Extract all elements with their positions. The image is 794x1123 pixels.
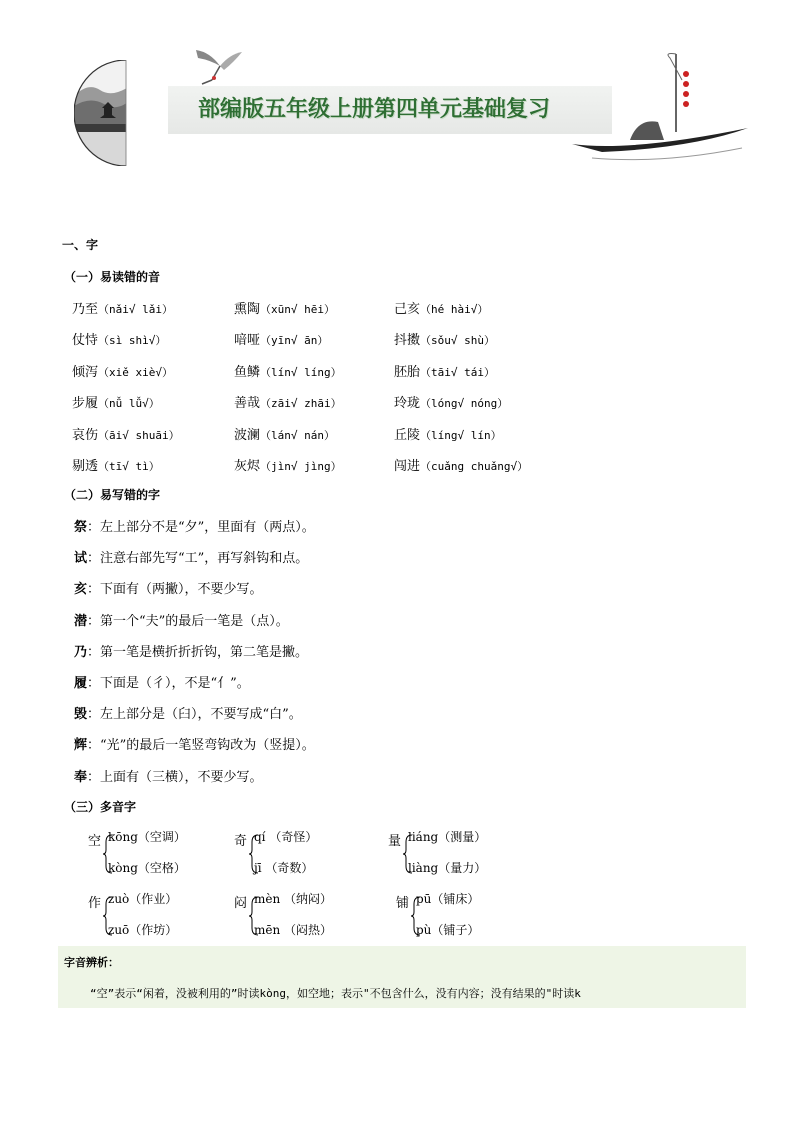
pronunciation-word: 灰烬 [234,459,261,474]
subsection-title-pronunciation: （一）易读错的音 [64,270,161,284]
writing-tip-text: ：“光”的最后一笔竖弯钩改为（竖提）。 [87,738,315,754]
writing-tip-text: ：下面有（两撇），不要少写。 [87,582,263,598]
pronunciation-item [394,298,488,317]
subsection-title-writing: （二）易写错的字 [64,488,161,502]
crane-bird-icon [190,46,246,86]
page-title: 部编版五年级上册第四单元基础复习 [198,97,551,122]
pronunciation-item [72,455,160,474]
pronunciation-word: 波澜 [234,427,261,443]
section-title-characters: 一、字 [62,238,99,252]
pronunciation-pinyin: （zāi√ zhāi） [260,397,342,411]
writing-tip-char: 乃 [74,644,88,660]
pronunciation-pinyin: （xūn√ hēi） [260,303,335,316]
pronunciation-pinyin: （hé hài√） [420,303,489,316]
pronunciation-analysis-box [58,946,746,1008]
pronunciation-item [234,329,328,348]
polyphonic-char: 空 [88,834,102,849]
boat-flag-icon [572,40,752,166]
pronunciation-item [394,392,508,411]
polyphonic-reading: kòng（空格） [108,861,186,875]
polyphonic-reading: qí （奇怪） [254,830,318,844]
polyphonic-char: 作 [88,896,102,911]
pronunciation-pinyin: （yīn√ ān） [260,334,329,348]
writing-tip-text: ：上面有（三横），不要少写。 [87,769,263,785]
pronunciation-item [234,424,335,443]
writing-tip-text: ：第一笔是横折折折钩，第二笔是撇。 [87,644,309,660]
pronunciation-item [72,298,173,317]
writing-tip [74,547,308,566]
pronunciation-pinyin: （sì shì√） [98,334,167,348]
polyphonic-reading: mēn （闷热） [254,923,333,937]
polyphonic-reading: zuò（作业） [108,892,178,906]
polyphonic-reading: pū（铺床） [416,892,480,906]
pronunciation-pinyin: （lín√ líng） [260,365,342,379]
pronunciation-word: 玲珑 [394,396,421,412]
pronunciation-pinyin: （sǒu√ shù） [420,334,495,348]
pronunciation-word: 熏陶 [234,302,261,317]
writing-tip-char: 奉 [74,769,88,785]
writing-tip [74,578,263,597]
pronunciation-item [234,455,342,474]
pronunciation-pinyin: （lán√ nán） [260,428,335,442]
pronunciation-pinyin: （cuǎng chuǎng√） [420,460,529,473]
writing-tip [74,734,315,753]
pronunciation-pinyin: （nǚ lǚ√） [98,397,160,411]
pronunciation-item [234,298,335,317]
pronunciation-word: 倾泻 [72,364,99,380]
pronunciation-word: 剔透 [72,459,99,474]
pronunciation-word: 乃至 [72,302,99,317]
pronunciation-word: 步履 [72,396,99,412]
pronunciation-word: 鱼鳞 [234,364,261,380]
analysis-text: “空”表示“闲着，没被利用的”时读kòng，如空地；表示"不包含什么，没有内容；没有结果的"时读k [90,987,581,1000]
writing-tip-text: ：左上部分是（臼），不要写成“白”。 [87,707,302,723]
writing-tip [74,703,302,722]
pronunciation-word: 喑哑 [234,333,261,349]
writing-tip-char: 祭 [74,520,88,535]
pronunciation-pinyin: （líng√ lín） [420,428,502,442]
pronunciation-item [72,392,160,411]
polyphonic-char: 奇 [234,834,248,849]
writing-tip-char: 辉 [74,738,88,754]
pronunciation-item [234,361,342,380]
polyphonic-reading: mèn （纳闷） [254,892,333,906]
pronunciation-pinyin: （tāi√ tái） [420,365,495,379]
pronunciation-item [394,361,495,380]
polyphonic-char: 铺 [396,896,410,911]
pronunciation-word: 闯进 [394,459,421,474]
pronunciation-word: 抖擞 [394,333,421,349]
writing-tip-char: 毁 [74,707,88,723]
pronunciation-item [72,361,173,380]
polyphonic-char: 闷 [234,896,248,911]
pronunciation-word: 仗恃 [72,333,99,349]
pronunciation-item [394,329,495,348]
writing-tip-text: ：下面是（彳），不是“亻”。 [87,676,250,691]
writing-tip-text: ：第一个“夫”的最后一笔是（点）。 [87,613,289,629]
subsection-title-polyphonic: （三）多音字 [64,800,137,814]
pronunciation-item [394,455,528,474]
writing-tip-char: 亥 [74,582,88,598]
writing-tip [74,766,263,785]
polyphonic-reading: liàng（量力） [408,861,487,875]
writing-tip [74,641,308,660]
writing-tip [74,610,289,629]
pronunciation-item [394,424,502,443]
writing-tip-text: ：左上部分不是“夕”，里面有（两点）。 [87,520,315,535]
writing-tip-char: 履 [74,676,88,691]
pronunciation-pinyin: （xiě xiè√） [98,365,173,379]
pronunciation-pinyin: （tī√ tì） [98,460,160,473]
writing-tip-char: 试 [74,551,88,567]
pronunciation-word: 丘陵 [394,427,421,443]
writing-tip-text: ：注意右部先写“工”，再写斜钩和点。 [87,551,309,567]
polyphonic-char: 量 [388,834,402,849]
pronunciation-item [234,392,342,411]
pronunciation-word: 哀伤 [72,427,99,443]
pronunciation-word: 善哉 [234,396,261,412]
writing-tip [74,516,315,535]
pronunciation-pinyin: （nǎi√ lǎi） [98,303,173,316]
polyphonic-reading: pù（铺子） [416,923,480,937]
writing-tip-char: 潜 [74,613,88,629]
landscape-pavilion-icon [74,60,130,166]
polyphonic-reading: jī （奇数） [254,861,314,875]
pronunciation-pinyin: （lóng√ nóng） [420,397,509,411]
pronunciation-pinyin: （āi√ shuāi） [98,428,180,442]
pronunciation-item [72,424,180,443]
pronunciation-item [72,329,166,348]
pronunciation-word: 胚胎 [394,364,421,380]
polyphonic-reading: liáng（测量） [408,830,487,844]
analysis-title: 字音辨析： [64,956,119,969]
writing-tip [74,672,250,691]
pronunciation-pinyin: （jìn√ jìng） [260,460,342,473]
polyphonic-reading: zuō（作坊） [108,923,178,937]
pronunciation-word: 己亥 [394,302,421,317]
header-title-banner [168,86,612,134]
polyphonic-reading: kōng（空调） [108,830,186,844]
